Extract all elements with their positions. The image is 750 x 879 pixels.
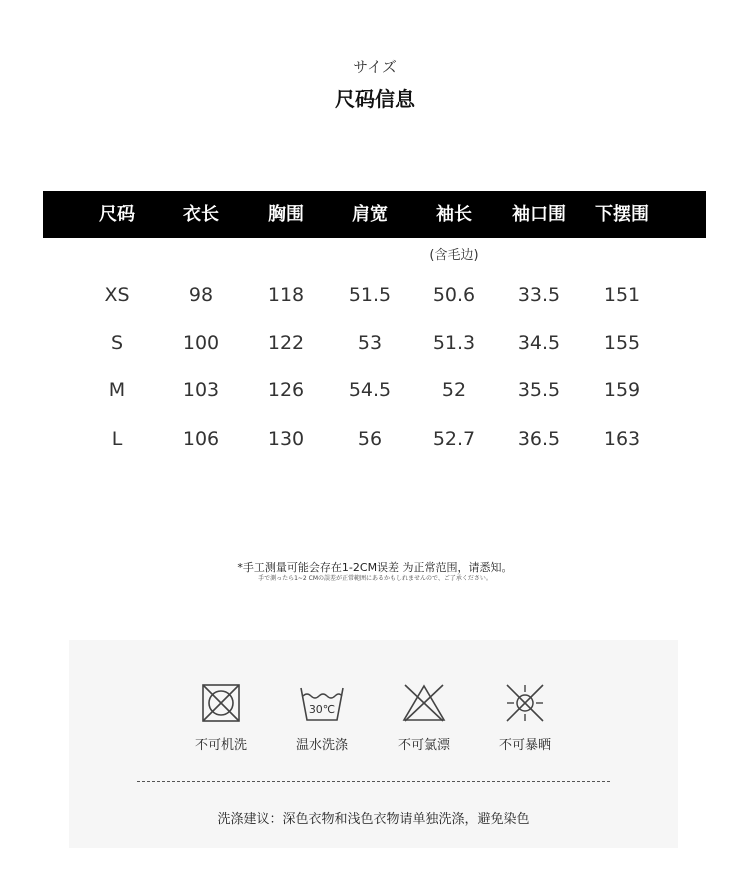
no-bleach-icon	[401, 682, 447, 724]
cell-size: S	[110, 332, 124, 354]
cell-sleeve: 52	[441, 379, 467, 401]
cell-cuff: 35.5	[517, 379, 561, 401]
care-instructions-panel	[69, 640, 678, 848]
table-row	[43, 328, 706, 358]
page-title: 尺码信息	[335, 87, 415, 111]
no-sun-dry-icon	[503, 682, 547, 724]
cell-hem: 163	[603, 428, 641, 450]
measurement-disclaimer-jp: 手で測ったら1~2 CMの誤差が正常範囲にあるかもしれませんので、ご了承ください。	[258, 575, 492, 582]
cell-size: XS	[104, 284, 130, 306]
care-label: 不可氯漂	[397, 738, 450, 753]
cell-cuff: 33.5	[517, 284, 561, 306]
wash-temperature-label: 30℃	[308, 703, 336, 716]
care-label: 不可机洗	[194, 738, 247, 753]
warm-water-wash-icon	[298, 682, 346, 724]
no-machine-wash-icon	[200, 682, 242, 724]
sleeve-note: (含毛边)	[429, 248, 479, 263]
cell-length: 106	[182, 428, 220, 450]
cell-cuff: 36.5	[517, 428, 561, 450]
column-header-hem: 下摆围	[595, 204, 649, 225]
cell-chest: 130	[267, 428, 305, 450]
cell-chest: 118	[267, 284, 305, 306]
cell-size: M	[108, 379, 126, 401]
cell-chest: 126	[267, 379, 305, 401]
column-header-length: 衣长	[183, 204, 219, 225]
cell-cuff: 34.5	[517, 332, 561, 354]
table-row	[43, 375, 706, 405]
page-subtitle: サイズ	[353, 58, 397, 76]
cell-hem: 155	[603, 332, 641, 354]
care-item-no-machine-wash	[181, 682, 261, 753]
column-header-size: 尺码	[99, 204, 135, 225]
column-header-shoulder: 肩宽	[352, 204, 388, 225]
cell-shoulder: 53	[357, 332, 383, 354]
cell-shoulder: 51.5	[348, 284, 392, 306]
column-header-cuff: 袖口围	[512, 204, 566, 225]
table-row	[43, 280, 706, 310]
column-header-chest: 胸围	[268, 204, 304, 225]
cell-length: 98	[188, 284, 214, 306]
cell-shoulder: 54.5	[348, 379, 392, 401]
divider	[137, 781, 610, 782]
cell-length: 100	[182, 332, 220, 354]
cell-sleeve: 50.6	[432, 284, 476, 306]
cell-sleeve: 51.3	[432, 332, 476, 354]
measurement-disclaimer: *手工测量可能会存在1-2CM误差 为正常范围，请悉知。	[237, 561, 513, 574]
column-header-sleeve: 袖长	[436, 204, 472, 225]
size-table-header	[43, 191, 706, 238]
care-item-warm-water-wash	[282, 682, 362, 753]
cell-shoulder: 56	[357, 428, 383, 450]
care-item-no-bleach	[384, 682, 464, 753]
care-label: 温水洗涤	[295, 738, 348, 753]
care-item-no-sun-dry	[485, 682, 565, 753]
cell-hem: 159	[603, 379, 641, 401]
wash-advice: 洗涤建议：深色衣物和浅色衣物请单独洗涤，避免染色	[217, 812, 530, 827]
cell-length: 103	[182, 379, 220, 401]
table-row	[43, 424, 706, 454]
cell-hem: 151	[603, 284, 641, 306]
cell-sleeve: 52.7	[432, 428, 476, 450]
cell-size: L	[111, 428, 123, 450]
cell-chest: 122	[267, 332, 305, 354]
care-label: 不可暴晒	[498, 738, 551, 753]
